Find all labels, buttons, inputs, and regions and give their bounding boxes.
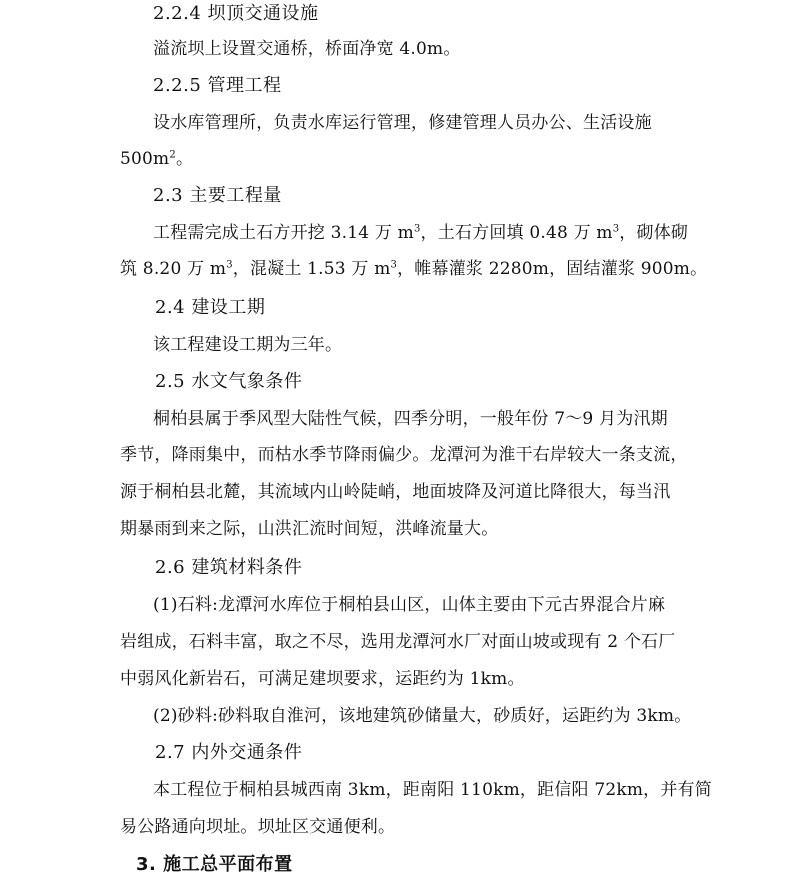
paragraph-quantities-line-1: 工程需完成土石方开挖 3.14 万 $m^3$，土石方回填 0.48 万 $m^3$，砌体砌: [153, 223, 689, 243]
paragraph-climate-line-2: 季节，降雨集中，而枯水季节降雨偏少。龙潭河为淮干右岸较大一条支流，: [120, 445, 688, 465]
paragraph-climate-line-1: 桐柏县属于季风型大陆性气候，四季分明，一般年份 7～9 月为汛期: [153, 409, 668, 429]
heading-2-3: 2.3 主要工程量: [153, 185, 282, 206]
paragraph-climate-line-4: 期暴雨到来之际，山洪汇流时间短，洪峰流量大。: [120, 519, 499, 539]
paragraph-climate-line-3: 源于桐柏县北麓，其流域内山岭陡峭，地面坡降及河道比降很大，每当汛: [120, 482, 671, 502]
heading-2-7: 2.7 内外交通条件: [155, 742, 303, 763]
paragraph-schedule: 该工程建设工期为三年。: [153, 335, 343, 355]
paragraph-stone-line-1: (1)石料:龙潭河水库位于桐柏县山区，山体主要由下元古界混合片麻: [153, 595, 666, 615]
paragraph-sand: (2)砂料:砂料取自淮河，该地建筑砂储量大，砂质好，运距约为 3km。: [153, 706, 692, 726]
heading-2-5: 2.5 水文气象条件: [155, 371, 303, 392]
heading-3: 3. 施工总平面布置: [136, 854, 293, 875]
heading-2-4: 2.4 建设工期: [155, 297, 266, 318]
paragraph-stone-line-2: 岩组成，石料丰富，取之不尽，选用龙潭河水厂对面山坡或现有 2 个石厂: [120, 632, 676, 652]
paragraph-stone-line-3: 中弱风化新岩石，可满足建坝要求，运距约为 1km。: [120, 669, 525, 689]
paragraph-management-line-1: 设水库管理所，负责水库运行管理，修建管理人员办公、生活设施: [153, 113, 652, 133]
paragraph-transport-line-2: 易公路通向坝址。坝址区交通便利。: [120, 817, 396, 837]
heading-2-6: 2.6 建筑材料条件: [155, 557, 303, 578]
paragraph-management-line-2: $500m^2$。: [120, 149, 194, 169]
heading-2-2-4: 2.2.4 坝顶交通设施: [153, 3, 319, 24]
heading-2-2-5: 2.2.5 管理工程: [153, 75, 282, 96]
paragraph-traffic-bridge: 溢流坝上设置交通桥，桥面净宽 4.0m。: [153, 39, 461, 59]
paragraph-quantities-line-2: 筑 8.20 万 $m^3$，混凝土 1.53 万 $m^3$，帷幕灌浆 2280m，固结灌浆 900m。: [120, 259, 708, 279]
paragraph-transport-line-1: 本工程位于桐柏县城西南 3km，距南阳 110km，距信阳 72km，并有简: [153, 780, 712, 800]
